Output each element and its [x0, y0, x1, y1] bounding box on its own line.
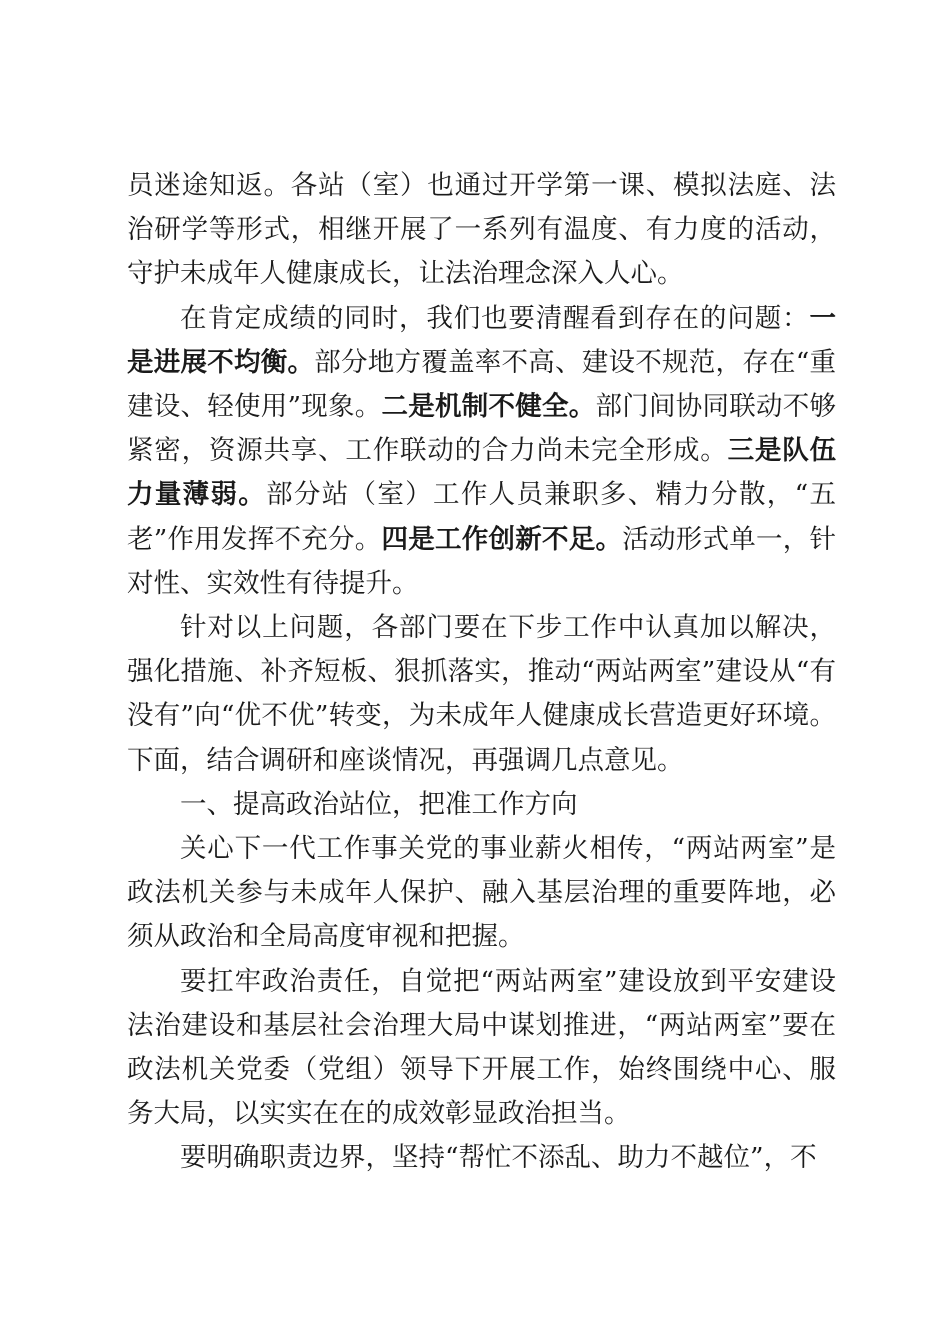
section-heading-text: 一、提高政治站位，把准工作方向 [180, 788, 578, 820]
paragraph-text: 部分地方覆盖率不高、建设不规范，存在“重建设、轻使用”现象。 [127, 346, 836, 423]
paragraph-text: 针对以上问题，各部门要在下步工作中认真加以解决，强化措施、补齐短板、狠抓落实，推动“两站两室”建设从“有没有”向“优不优”转变，为未成年人健康成长营造更好环境。下面，结合调研和座谈情况，再强调几点意见。 [127, 612, 836, 776]
paragraph-text: 部分站（室）工作人员兼职多、精力分散，“五老”作用发挥不充分。 [127, 479, 836, 555]
paragraph-3 [127, 606, 836, 783]
paragraph-5 [127, 827, 836, 960]
paragraph-text: 员迷途知返。各站（室）也通过开学第一课、模拟法庭、法治研学等形式，相继开展了一系列有温度、有力度的活动，守护未成年人健康成长，让法治理念深入人心。 [127, 170, 836, 290]
paragraph-2-problems [127, 297, 836, 606]
paragraph-6 [127, 960, 836, 1137]
paragraph-text: 活动形式单一，针对性、实效性有待提升。 [127, 523, 836, 599]
paragraph-text: 部门间协同联动不够紧密，资源共享、工作联动的合力尚未完全形成。 [127, 391, 836, 467]
paragraph-text: 要扛牢政治责任，自觉把“两站两室”建设放到平安建设法治建设和基层社会治理大局中谋划推进，“两站两室”要在政法机关党委（党组）领导下开展工作，始终围绕中心、服务大局，以实实在在的成效彰显政治担当。 [127, 965, 836, 1130]
paragraph-text: 要明确职责边界，坚持“帮忙不添乱、助力不越位”，不 [180, 1142, 817, 1174]
section-heading-1 [127, 783, 836, 827]
bold-heading-point-3: 三是队伍力量薄弱。 [127, 435, 837, 511]
bold-heading-point-4: 四是工作创新不足。 [381, 523, 623, 555]
paragraph-7 [127, 1136, 836, 1180]
bold-heading-point-1: 一是进展不均衡。 [127, 302, 836, 378]
paragraph-text: 关心下一代工作事关党的事业薪火相传，“两站两室”是政法机关参与未成年人保护、融入基层治理的重要阵地，必须从政治和全局高度审视和把握。 [127, 833, 836, 953]
document-page [127, 164, 836, 1181]
paragraph-1 [127, 164, 836, 297]
bold-heading-point-2: 二是机制不健全。 [381, 391, 596, 423]
paragraph-text: 在肯定成绩的同时，我们也要清醒看到存在的问题： [180, 302, 810, 334]
